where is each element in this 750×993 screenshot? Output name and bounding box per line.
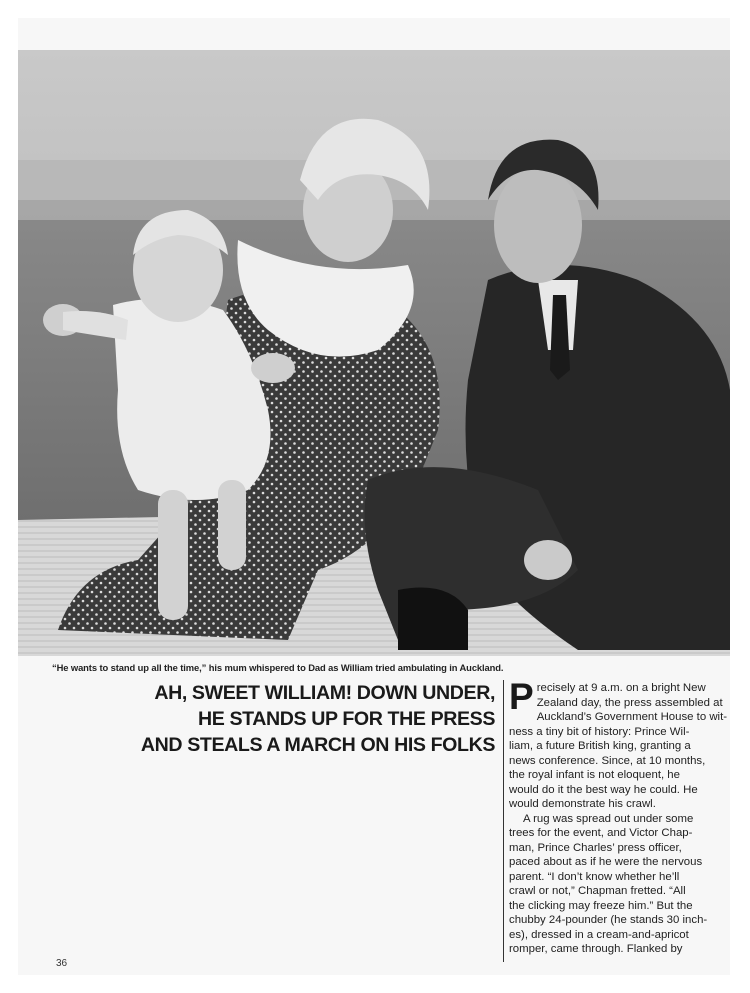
article-paragraph-1: [509, 681, 730, 725]
photo-illustration: [18, 50, 730, 656]
headline: [48, 680, 495, 758]
photo-caption: “He wants to stand up all the time,” his mum whispered to Dad as William tried ambulating in Auckland.: [52, 662, 504, 673]
text-line: es), dressed in a cream-and-apricot: [509, 928, 689, 941]
text-line: chubby 24-pounder (he stands 30 inch-: [509, 914, 708, 926]
text-line: ness a tiny bit of history: Prince Wil-: [509, 725, 690, 738]
headline-line-1: AH, SWEET WILLIAM! DOWN UNDER,: [154, 682, 495, 704]
text-line: the royal infant is not eloquent, he: [509, 769, 680, 781]
text-line: the clicking may freeze him.” But the: [509, 899, 693, 912]
text-line: paced about as if he were the nervous: [509, 856, 703, 868]
headline-line-2: HE STANDS UP FOR THE PRESS: [198, 708, 495, 730]
article-body: [509, 681, 730, 957]
page-number: 36: [56, 958, 68, 969]
family-photo: [18, 50, 730, 656]
text-line: trees for the event, and Victor Chap-: [509, 827, 693, 839]
text-line: crawl or not,” Chapman fretted. “All: [509, 885, 686, 897]
text-line: news conference. Since, at 10 months,: [509, 754, 706, 767]
text-line: Auckland’s Government House to wit-: [536, 711, 728, 723]
text-line: would demonstrate his crawl.: [509, 798, 656, 810]
text-line: would do it the best way he could. He: [509, 783, 698, 796]
text-line: recisely at 9 a.m. on a bright New: [536, 682, 706, 694]
text-line: romper, came through. Flanked by: [509, 943, 683, 955]
text-line: A rug was spread out under some: [523, 812, 694, 825]
drop-cap: P: [509, 681, 534, 717]
text-line: parent. “I don’t know whether he’ll: [509, 870, 680, 883]
headline-line-3: AND STEALS A MARCH ON HIS FOLKS: [140, 734, 495, 756]
magazine-page: [18, 18, 730, 975]
column-divider: [503, 680, 504, 962]
text-line: Zealand day, the press assembled at: [536, 696, 723, 709]
text-line: liam, a future British king, granting a: [509, 740, 691, 752]
text-line: man, Prince Charles’ press officer,: [509, 841, 682, 854]
